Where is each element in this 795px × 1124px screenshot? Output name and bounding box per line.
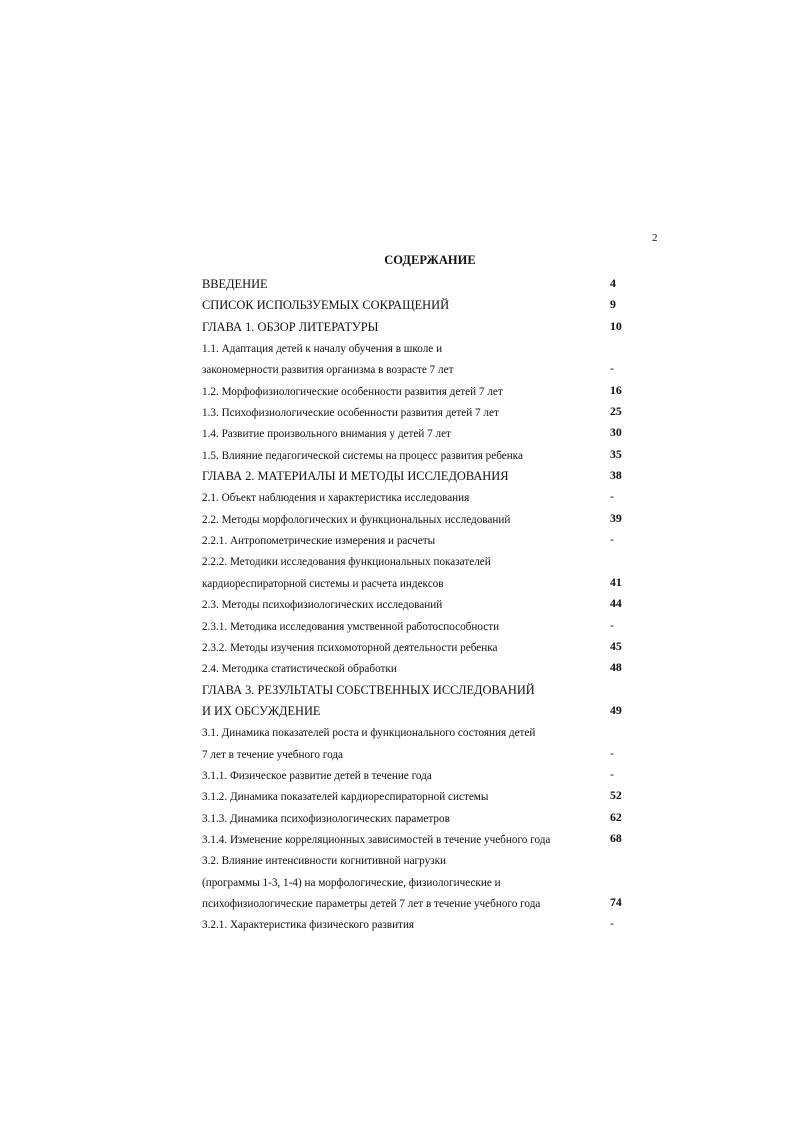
toc-entry <box>202 294 632 315</box>
toc-entry <box>202 657 632 678</box>
table-of-contents <box>202 273 632 935</box>
toc-entry-title: (программы 1-3, 1-4) на морфологические, физиологические и <box>202 876 501 889</box>
toc-entry-title: кардиореспираторной системы и расчета индексов <box>202 577 444 590</box>
toc-entry-page: 74 <box>610 894 622 909</box>
toc-entry-title: 1.1. Адаптация детей к началу обучения в школе и <box>202 343 443 356</box>
toc-entry <box>202 764 632 785</box>
toc-entry-page: 39 <box>610 510 622 525</box>
toc-entry <box>202 721 632 742</box>
toc-entry <box>202 615 632 636</box>
toc-entry <box>202 508 632 529</box>
toc-entry <box>202 273 632 294</box>
toc-entry-title: 2.2.1. Антропометрические измерения и расчеты <box>202 535 436 548</box>
toc-entry <box>202 679 632 700</box>
toc-entry <box>202 422 632 443</box>
toc-entry <box>202 316 632 337</box>
toc-entry-title: 3.1.3. Динамика психофизиологических параметров <box>202 812 450 825</box>
toc-entry <box>202 871 632 892</box>
toc-entry-title: психофизиологические параметры детей 7 лет в течение учебного года <box>202 897 541 910</box>
toc-entry <box>202 807 632 828</box>
toc-entry-page: 10 <box>610 318 622 333</box>
toc-entry <box>202 785 632 806</box>
toc-entry-title: 2.3.2. Методы изучения психомоторной деятельности ребенка <box>202 641 498 654</box>
toc-entry-title: ГЛАВА 3. РЕЗУЛЬТАТЫ СОБСТВЕННЫХ ИССЛЕДОВАНИЙ <box>202 682 535 697</box>
toc-entry-page: - <box>610 766 614 781</box>
toc-entry-title: 7 лет в течение учебного года <box>202 748 344 761</box>
toc-entry-title: 1.5. Влияние педагогической системы на процесс развития ребенка <box>202 449 523 462</box>
toc-entry-title: 3.1.1. Физическое развитие детей в течение года <box>202 769 432 782</box>
toc-entry-title: ГЛАВА 1. ОБЗОР ЛИТЕРАТУРЫ <box>202 319 379 334</box>
page-number: 2 <box>652 232 658 244</box>
toc-entry <box>202 529 632 550</box>
toc-entry <box>202 700 632 721</box>
toc-entry <box>202 892 632 913</box>
toc-entry <box>202 486 632 507</box>
toc-entry-title: 3.1.4. Изменение корреляционных зависимостей в течение учебного года <box>202 833 551 846</box>
toc-entry-title: закономерности развития организма в возрасте 7 лет <box>202 364 454 377</box>
toc-entry <box>202 572 632 593</box>
toc-entry <box>202 550 632 571</box>
toc-entry <box>202 913 632 934</box>
page-title: СОДЕРЖАНИЕ <box>384 253 476 267</box>
toc-entry-page: 30 <box>610 425 622 440</box>
toc-entry-page: 62 <box>610 809 622 824</box>
toc-entry <box>202 444 632 465</box>
toc-entry <box>202 337 632 358</box>
toc-entry-page: 52 <box>610 788 622 803</box>
toc-entry-title: 2.1. Объект наблюдения и характеристика исследования <box>202 492 470 505</box>
toc-entry-title: 3.2. Влияние интенсивности когнитивной нагрузки <box>202 855 447 868</box>
toc-entry <box>202 849 632 870</box>
toc-entry <box>202 380 632 401</box>
toc-entry-title: ГЛАВА 2. МАТЕРИАЛЫ И МЕТОДЫ ИССЛЕДОВАНИЯ <box>202 469 509 484</box>
toc-entry <box>202 358 632 379</box>
toc-entry-title: И ИХ ОБСУЖДЕНИЕ <box>202 703 321 718</box>
toc-entry-page: 45 <box>610 638 622 653</box>
toc-entry <box>202 593 632 614</box>
toc-entry-page: - <box>610 745 614 760</box>
toc-entry <box>202 743 632 764</box>
toc-entry-page: - <box>610 489 614 504</box>
toc-entry-title: 2.3.1. Методика исследования умственной работоспособности <box>202 620 500 633</box>
toc-entry-page: 9 <box>610 297 616 312</box>
toc-entry-page: 16 <box>610 382 622 397</box>
toc-entry <box>202 828 632 849</box>
toc-entry-title: ВВЕДЕНИЕ <box>202 277 268 291</box>
toc-entry-title: 1.3. Психофизиологические особенности развития детей 7 лет <box>202 407 499 420</box>
toc-entry-page: - <box>610 617 614 632</box>
toc-entry-page: 68 <box>610 830 622 845</box>
toc-entry-page: 38 <box>610 468 622 483</box>
toc-entry-page: 41 <box>610 574 622 589</box>
toc-entry-page: 44 <box>610 596 622 611</box>
toc-entry-page: - <box>610 532 614 547</box>
toc-entry-title: 1.2. Морфофизиологические особенности развития детей 7 лет <box>202 385 503 398</box>
toc-entry-page: 49 <box>610 702 622 717</box>
toc-entry-title: 3.1. Динамика показателей роста и функционального состояния детей <box>202 727 536 740</box>
toc-entry-page: 25 <box>610 404 622 419</box>
toc-entry-title: 1.4. Развитие произвольного внимания у детей 7 лет <box>202 428 451 441</box>
toc-entry-page: - <box>610 916 614 931</box>
toc-entry-title: СПИСОК ИСПОЛЬЗУЕМЫХ СОКРАЩЕНИЙ <box>202 298 450 313</box>
toc-entry <box>202 401 632 422</box>
toc-entry-page: 4 <box>610 276 616 290</box>
toc-entry <box>202 465 632 486</box>
toc-entry-title: 2.3. Методы психофизиологических исследований <box>202 599 443 612</box>
toc-entry-page: - <box>610 361 614 376</box>
toc-entry-page: 48 <box>610 660 622 675</box>
toc-entry-page: 35 <box>610 446 622 461</box>
toc-entry-title: 3.2.1. Характеристика физического развития <box>202 919 415 932</box>
toc-entry-title: 3.1.2. Динамика показателей кардиореспираторной системы <box>202 791 489 804</box>
toc-entry-title: 2.2.2. Методики исследования функциональных показателей <box>202 556 491 569</box>
toc-entry-title: 2.4. Методика статистической обработки <box>202 663 397 676</box>
toc-entry <box>202 636 632 657</box>
toc-entry-title: 2.2. Методы морфологических и функциональных исследований <box>202 513 511 526</box>
